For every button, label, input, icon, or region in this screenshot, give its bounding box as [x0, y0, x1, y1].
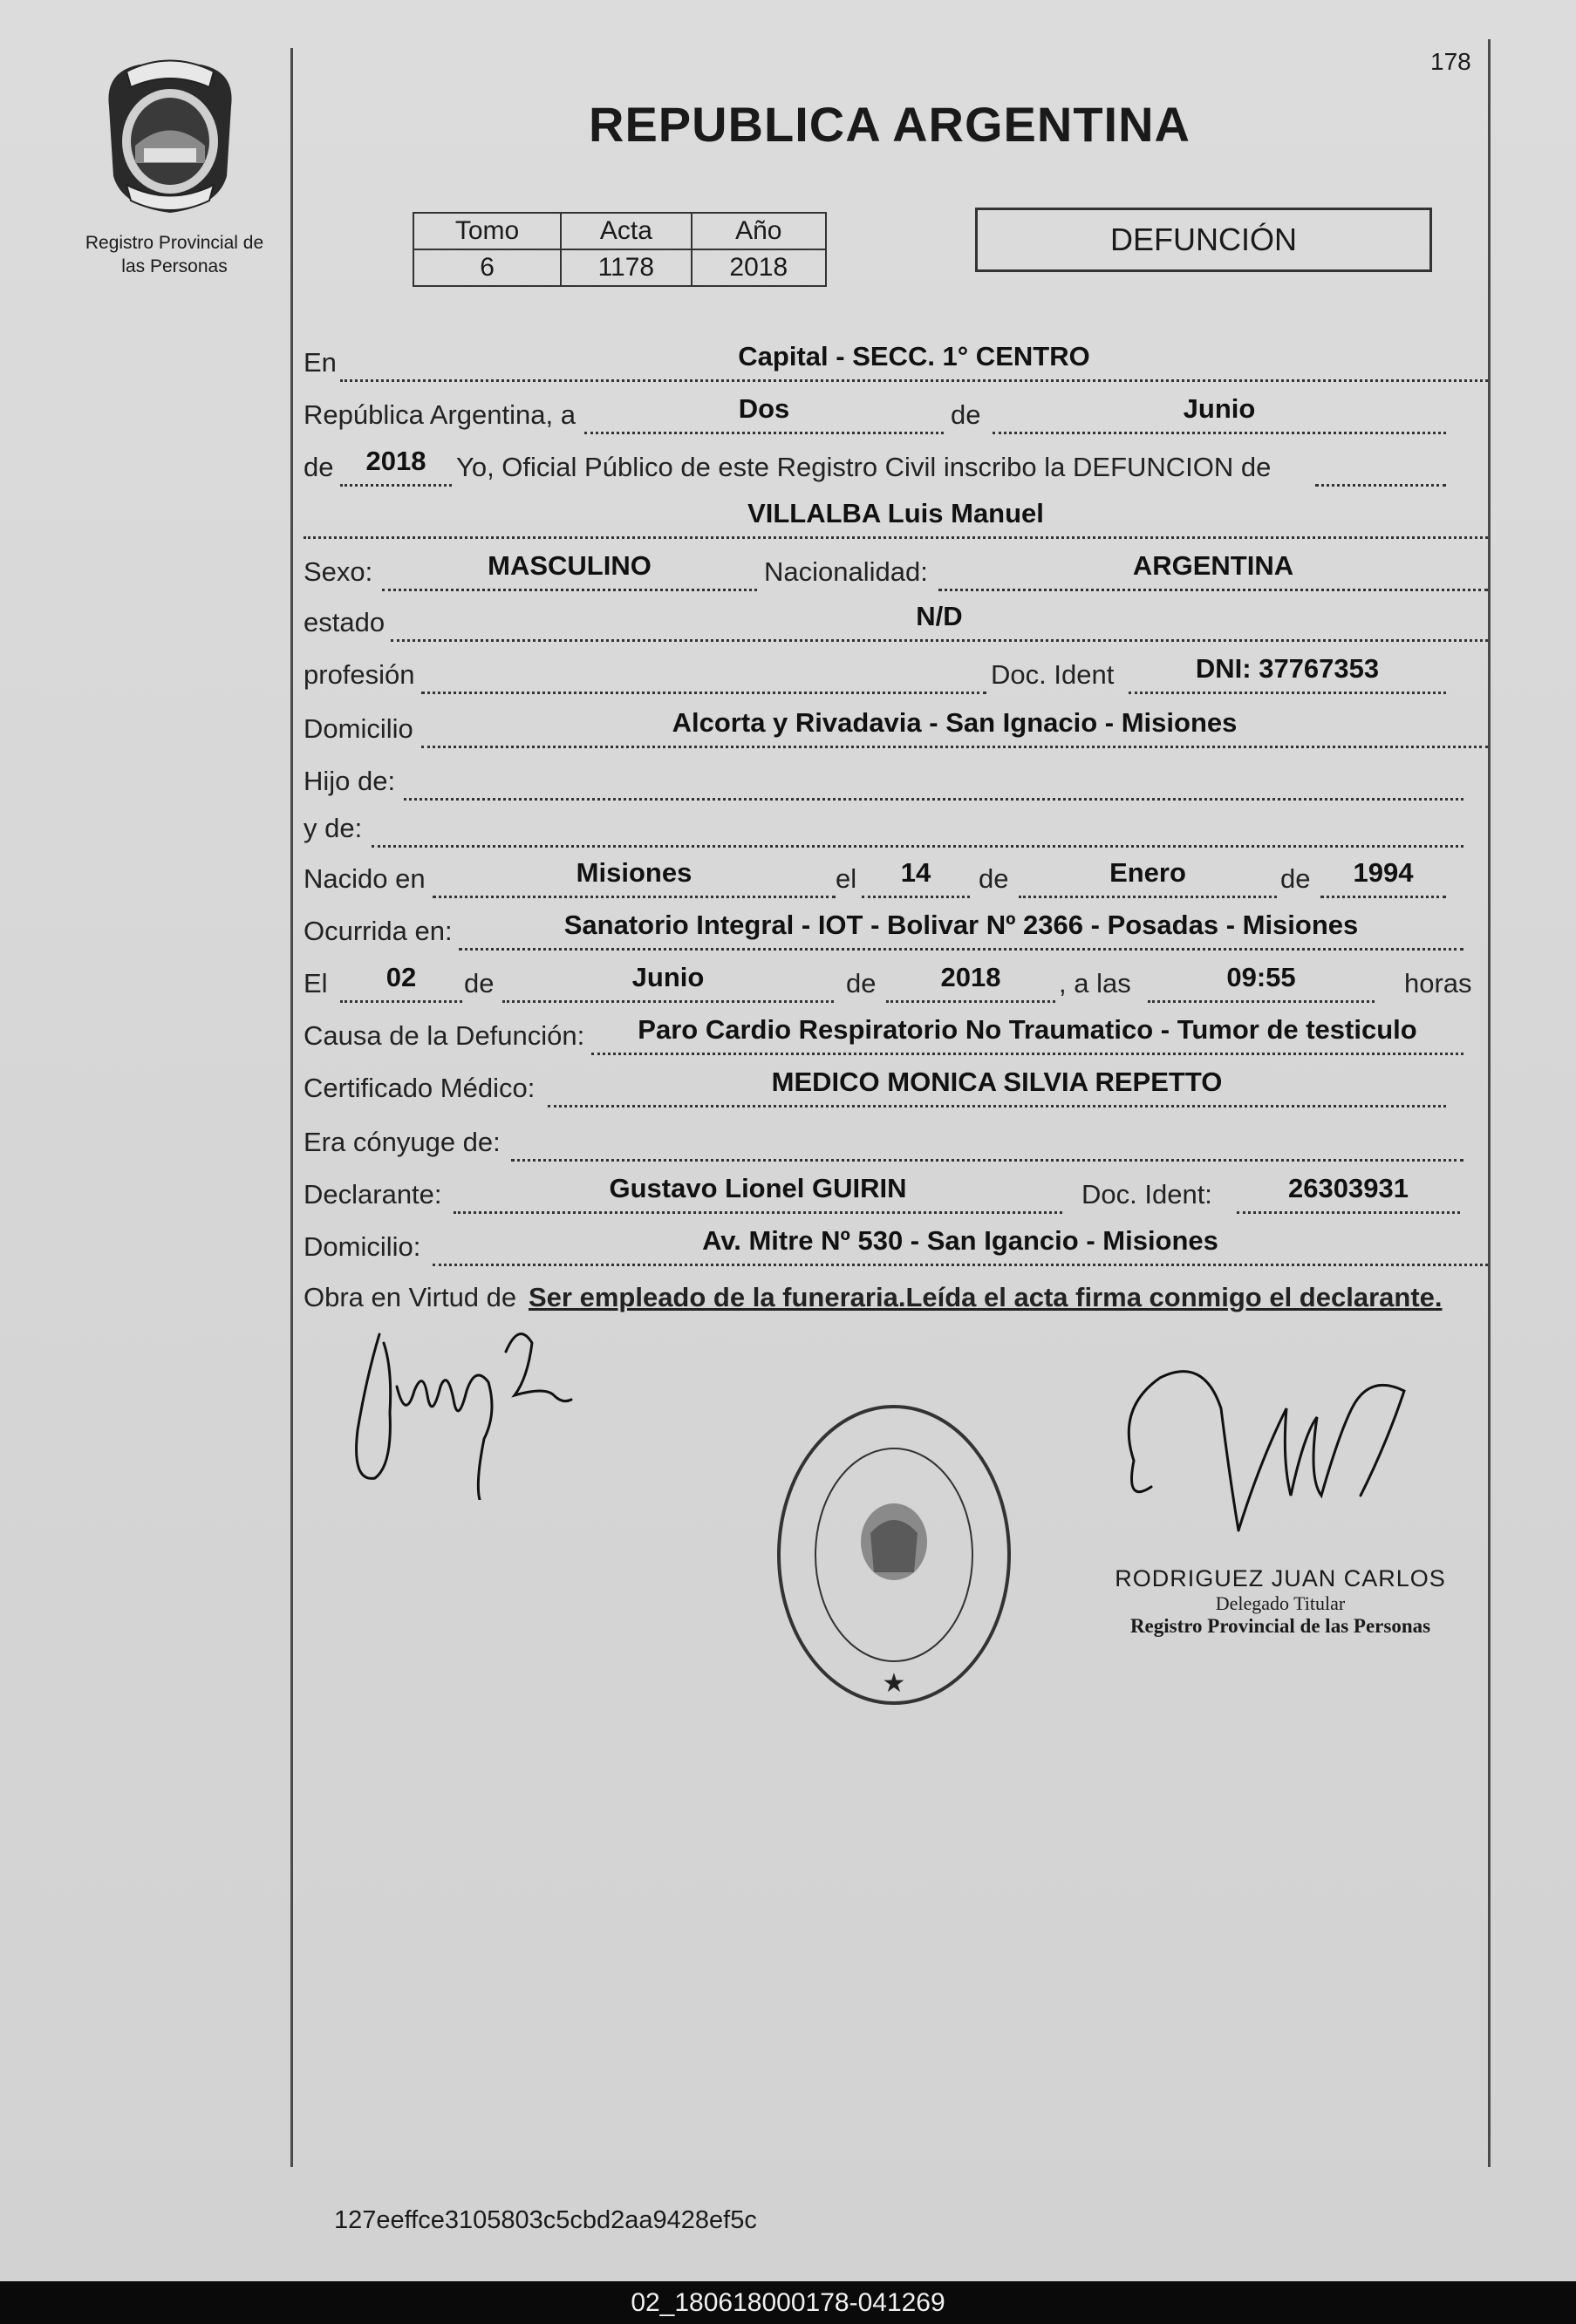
republica-label: República Argentina, a: [304, 399, 576, 430]
fecha-month-field: [502, 962, 834, 1003]
en-label: En: [304, 347, 337, 378]
sexo-label: Sexo:: [304, 556, 373, 587]
month-value: Junio: [1183, 393, 1256, 424]
left-rule: [290, 48, 293, 2167]
hijo-label: Hijo de:: [304, 766, 396, 796]
row-fecha: [304, 959, 1490, 1008]
registry-caption: [52, 231, 297, 278]
month-field: [993, 393, 1446, 434]
fecha-el-label: El: [304, 968, 328, 998]
de-label: de: [951, 399, 981, 430]
yde-field: [372, 807, 1463, 848]
doc-ident-label: Doc. Ident: [991, 659, 1115, 690]
profesion-label: profesión: [304, 659, 415, 690]
declarant-signature: [345, 1317, 597, 1500]
row-en: [304, 338, 1490, 387]
official-block: [1106, 1565, 1455, 1638]
fecha-alas-label: , a las: [1059, 968, 1131, 998]
year-value: 2018: [365, 446, 426, 476]
nombre-field: [304, 498, 1488, 539]
causa-label: Causa de la Defunción:: [304, 1020, 585, 1051]
day-value: Dos: [738, 393, 790, 424]
row-conyuge: [304, 1118, 1490, 1167]
domicilio-value: Alcorta y Rivadavia - San Ignacio - Misiones: [672, 707, 1238, 738]
official-org: Registro Provincial de las Personas: [1129, 1615, 1431, 1637]
row-hijo: [304, 757, 1490, 806]
official-signature: [1108, 1356, 1422, 1565]
fecha-horas-label: horas: [1404, 968, 1472, 998]
nacido-day-value: 14: [900, 857, 931, 888]
domicilio2-value: Av. Mitre Nº 530 - San Igancio - Misiones: [702, 1225, 1218, 1256]
row-ocurrida: [304, 907, 1490, 956]
nacido-field: [433, 857, 836, 898]
doc-ident-field: [1129, 653, 1446, 694]
nacionalidad-value: ARGENTINA: [1132, 550, 1294, 581]
anio-header: Año: [692, 213, 826, 249]
causa-field: [591, 1014, 1463, 1055]
document-hash: 127eeffce3105803c5cbd2aa9428ef5c: [334, 2206, 757, 2234]
nacido-day-field: [862, 857, 970, 898]
registry-line1: Registro Provincial de: [85, 233, 264, 253]
declarante-label: Declarante:: [304, 1179, 442, 1210]
row-profesion: [304, 651, 1490, 699]
estado-field: [391, 601, 1488, 642]
causa-value: Paro Cardio Respiratorio No Traumatico - Tumor de testiculo: [638, 1014, 1417, 1045]
fecha-year-field: [886, 962, 1055, 1003]
nacido-de2-label: de: [1280, 863, 1311, 894]
doc-ident-value: DNI: 37767353: [1195, 653, 1380, 684]
official-role: Delegado Titular: [1215, 1592, 1346, 1614]
province-emblem: [96, 54, 244, 220]
nacido-el-label: el: [836, 863, 857, 894]
nacido-year-field: [1320, 857, 1446, 898]
sexo-value: MASCULINO: [488, 550, 652, 581]
certificado-field: [548, 1067, 1446, 1107]
certificado-label: Certificado Médico:: [304, 1073, 536, 1103]
row-obra: [304, 1273, 1490, 1322]
row-nacido: [304, 855, 1490, 903]
page-title: REPUBLICA ARGENTINA: [589, 97, 1191, 152]
row-sexo: [304, 548, 1490, 596]
fecha-de2-label: de: [846, 968, 877, 998]
row-certificado: [304, 1064, 1490, 1113]
acta-header: Acta: [561, 213, 691, 249]
row-domicilio2: [304, 1223, 1490, 1271]
official-name: RODRIGUEZ JUAN CARLOS: [1115, 1565, 1446, 1591]
en-field: [340, 341, 1488, 382]
trailing-field: [1315, 446, 1446, 487]
ocurrida-field: [459, 910, 1463, 951]
profesion-field: [421, 653, 986, 694]
conyuge-label: Era cónyuge de:: [304, 1127, 501, 1157]
estado-value: N/D: [916, 601, 963, 631]
domicilio-field: [421, 707, 1488, 748]
ocurrida-value: Sanatorio Integral - IOT - Bolivar Nº 2366 - Posadas - Misiones: [563, 910, 1359, 940]
fecha-month-value: Junio: [631, 962, 705, 992]
anio-value: 2018: [692, 249, 826, 286]
en-value: Capital - SECC. 1° CENTRO: [738, 341, 1090, 371]
row-republica: [304, 391, 1490, 440]
fecha-time-value: 09:55: [1226, 962, 1296, 992]
svg-text:★: ★: [882, 1669, 906, 1698]
yde-label: y de:: [304, 813, 363, 843]
row-declarante: [304, 1170, 1490, 1219]
fecha-de1-label: de: [464, 968, 495, 998]
nacionalidad-field: [938, 550, 1488, 591]
nacido-year-value: 1994: [1353, 857, 1414, 888]
nombre-value: VILLALBA Luis Manuel: [747, 498, 1044, 528]
fecha-time-field: [1148, 962, 1375, 1003]
inscribo-text: Yo, Oficial Público de este Registro Civil inscribo la DEFUNCION de: [456, 452, 1272, 482]
nacido-month-field: [1019, 857, 1277, 898]
fecha-year-value: 2018: [940, 962, 1001, 992]
conyuge-field: [511, 1121, 1463, 1162]
declarante-value: Gustavo Lionel GUIRIN: [609, 1173, 907, 1203]
row-nombre: [304, 495, 1490, 544]
year-field: [340, 446, 452, 487]
declarante-field: [454, 1173, 1062, 1214]
domicilio2-field: [433, 1225, 1488, 1266]
acta-value: 1178: [561, 249, 691, 286]
domicilio-label: Domicilio: [304, 713, 413, 744]
tomo-value: 6: [413, 249, 561, 286]
fecha-day-value: 02: [385, 962, 417, 992]
tomo-header: Tomo: [413, 213, 561, 249]
footer-code: 02_180618000178-041269: [0, 2281, 1576, 2324]
doc-type-box: DEFUNCIÓN: [975, 208, 1432, 272]
row-anio: [304, 443, 1490, 492]
estado-label: estado: [304, 607, 385, 637]
tomo-acta-table: [413, 212, 827, 287]
anio-de-label: de: [304, 452, 334, 482]
row-causa: [304, 1012, 1490, 1060]
page-number: 178: [1430, 48, 1471, 75]
nacido-de1-label: de: [979, 863, 1009, 894]
nacido-value: Misiones: [576, 857, 692, 888]
hijo-field: [404, 760, 1463, 801]
declarante-doc-field: [1237, 1173, 1460, 1214]
obra-value: Ser empleado de la funeraria.Leída el acta firma conmigo el declarante.: [529, 1282, 1443, 1312]
row-domicilio: [304, 705, 1490, 753]
row-estado: [304, 598, 1490, 647]
fecha-day-field: [340, 962, 462, 1003]
obra-label: Obra en Virtud de: [304, 1282, 517, 1312]
row-yde: [304, 804, 1490, 853]
registry-line2: las Personas: [121, 256, 228, 276]
ocurrida-label: Ocurrida en:: [304, 916, 453, 946]
sexo-field: [382, 550, 757, 591]
certificado-value: MEDICO MONICA SILVIA REPETTO: [771, 1067, 1223, 1097]
day-field: [584, 393, 944, 434]
declarante-doc-value: 26303931: [1288, 1173, 1409, 1203]
declarante-doc-label: Doc. Ident:: [1081, 1179, 1212, 1210]
official-seal: [774, 1402, 1013, 1707]
domicilio2-label: Domicilio:: [304, 1231, 421, 1262]
nacido-month-value: Enero: [1109, 857, 1186, 888]
nacido-label: Nacido en: [304, 863, 426, 894]
nacionalidad-label: Nacionalidad:: [764, 556, 928, 587]
